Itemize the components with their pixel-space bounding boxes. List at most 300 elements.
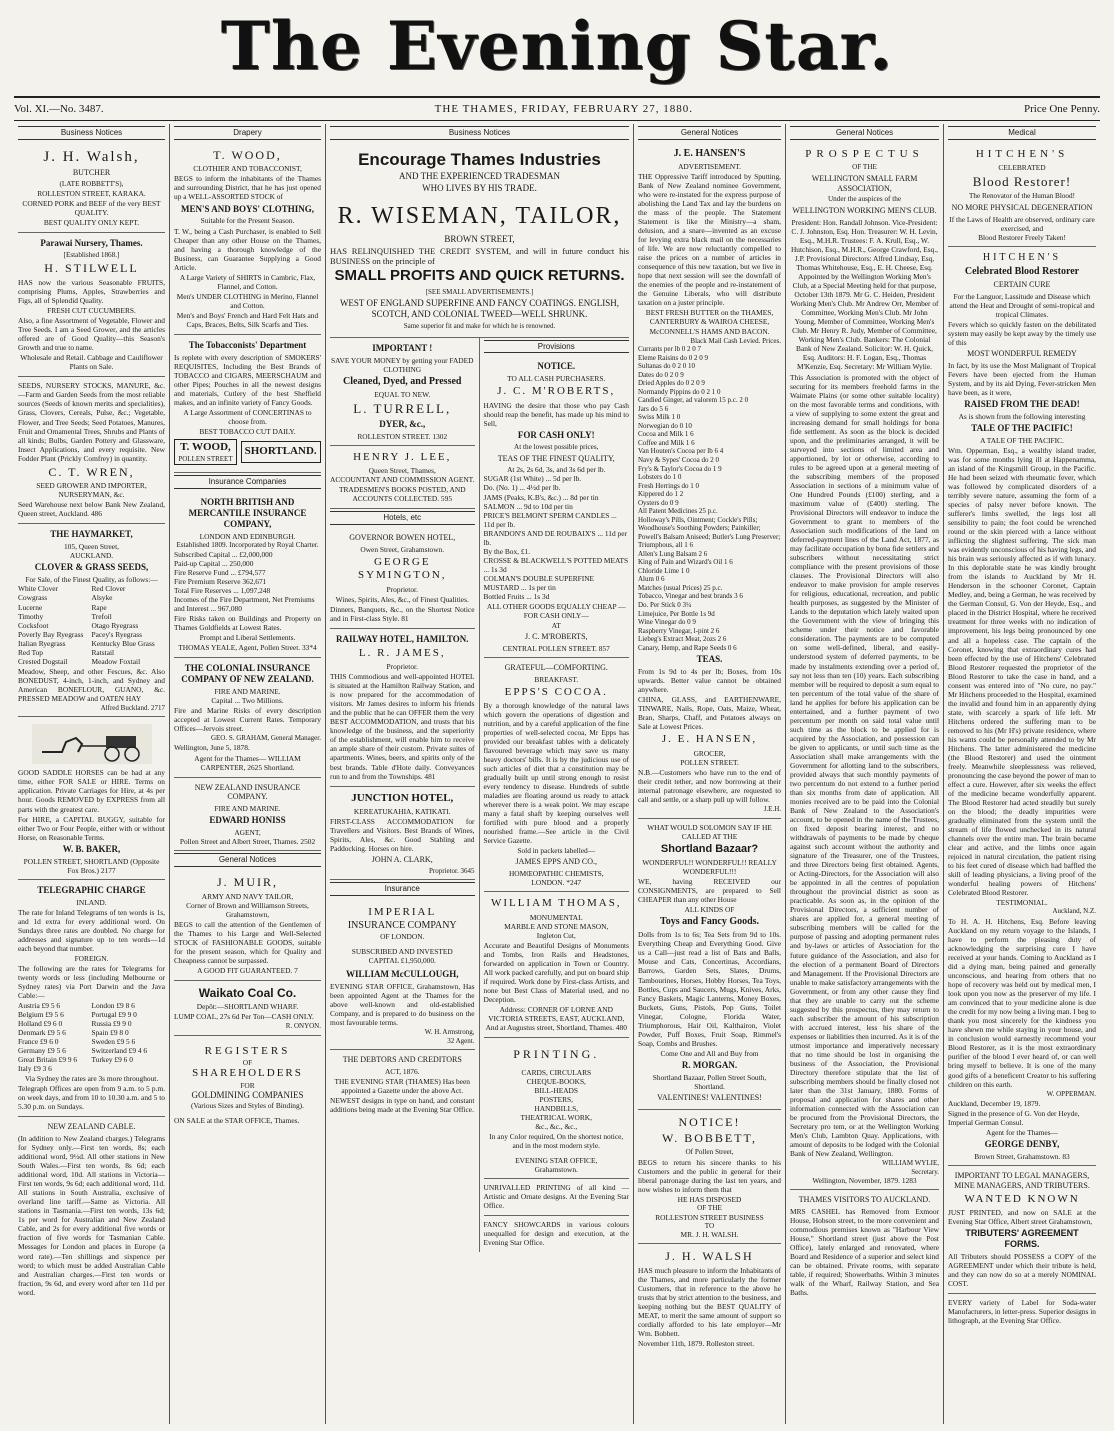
price-row: BRANDON'S AND DE ROUBAIX'S ... 11d per lb.: [483, 528, 627, 547]
ad-heading: TEAS OF THE FINEST QUALITY,: [497, 453, 615, 463]
ad-debtors-act: [330, 1050, 475, 1119]
price-row: Raspberry Vinegar, l-pint 2 6: [638, 626, 720, 635]
price-row: Bottled Fruits ... 1s 3d: [483, 591, 550, 601]
ad-heading: PROSPECTUS: [805, 147, 924, 160]
ad-heading: PRINTING.: [513, 1047, 600, 1062]
ad-text: HAS RELINQUISHED THE CREDIT SYSTEM, and will in future conduct his BUSINESS on the principle of: [330, 245, 629, 267]
place-date: THE THAMES, FRIDAY, FEBRUARY 27, 1880.: [434, 103, 693, 115]
capital-row: Total Fire Reserves ... 1,097,248: [174, 585, 271, 595]
price-row: Allen's Lung Balsam 2 6: [638, 549, 708, 558]
ad-text: ALL KINDS OF: [684, 905, 735, 915]
ad-text: (In addition to New Zealand charges.) Telegrams for Sydney only.—First ten words, 8s; each additional word, 9½d. All other stations in New South Wales.—First ten words, 8s 6d; each additional word, 10d. All stations in Victoria—First ten words, 9s 6d; each additional word, 11d. All stations in South Australia, exclusive of overland line tariff.—Same as Victoria. All stations in Tasmania.—First ten words, 13s 6d; 1s per word for Australian and New Zealand Cable, and 2s for every additional five words or fraction of five words for Tasmanian Cable. Messages for London and places in Europe (a word rate).—Ten shillings and sixpence per word; to which must be added Australian Cable and Australian charges.—First ten words or fraction, 9s 6d, and every word after ten 11d per word.: [18, 1134, 165, 1297]
ad-heading: R. MORGAN.: [681, 1059, 738, 1070]
ad-heading: VALENTINES! VALENTINES!: [657, 1092, 762, 1102]
ad-heading: GEORGE SYMINGTON,: [357, 555, 447, 582]
rate-row: Holland £9 6 0: [18, 1019, 63, 1029]
price-row: Liebeg's Extract Meat, 2ozs 2 6: [638, 635, 727, 644]
ad-text: Proprietor.: [386, 662, 418, 672]
ad-heading: W. BOBBETT,: [661, 1131, 757, 1146]
ad-text: At the lowest possible prices,: [514, 442, 599, 451]
ad-text: [Established 1868.]: [63, 250, 120, 259]
ad-imperial: [330, 899, 475, 1050]
price-row: Matches (usual Prices) 25 p.c.: [638, 583, 723, 592]
ad-heading: RAISED FROM THE DEAD!: [964, 398, 1080, 409]
ad-heading: SHAREHOLDERS: [192, 1067, 303, 1080]
ad-text: BEGS to inform the inhabitants of the Thames and surrounding District, that he has just opened up a WELL-ASSORTED STOCK of: [174, 174, 321, 202]
sign-text: SHORTLAND.: [241, 441, 321, 462]
price-row: CROSSE & BLACKWELL'S POTTED MEATS ... 1s 3d: [483, 555, 629, 574]
ad-heading: TELEGRAPHIC CHARGE: [37, 884, 146, 895]
ad-text: To H. A. H. Hitchens, Esq. Before leaving Auckland on my return voyage to the Islands, I have to perform the pleasing duty of acknowledging the surprising cure I have received at your hands. Coming to Auckland as I did a dying man, being pained and generally unconscious, and hearing from others that no hope of recovery was held out by medical men, I look upon you now as the preserver of my life. I am convinced that to your medicine alone is due the credit for my now being a living man. I beg to thank you most sincerely for the kindness you have shewn me while staying in your house, and in conclusion would earnestly recommend your Blood Restorer, as it is the most extraordinary purifier of the blood I ever heard of, or can well bring myself to believe. It is one of the many good gifts of a beneficent Creator to his suffering children on this earth.: [948, 916, 1096, 1089]
ad-text: BEGS to return his sincere thanks to his Customers and the public in general for their liberal patronage during the last ten years, and now wishes to inform them that: [638, 1157, 781, 1194]
ad-text: HE HAS DISPOSED: [677, 1194, 742, 1204]
ad-railway-hotel: [330, 629, 475, 787]
ad-text: Fire Risks taken on Buildings and Property on Thames Goldfields at Lowest Rates.: [174, 613, 321, 632]
capital-row: Fire Premium Reserve 362,671: [174, 576, 267, 586]
ad-text: Of Pollen Street,: [685, 1147, 734, 1156]
price-row: Chloride Lime 1 0: [638, 566, 690, 575]
ad-heading: INSURANCE COMPANY: [347, 919, 457, 931]
ad-heading: MEN'S AND BOYS' CLOTHING,: [180, 203, 315, 214]
ad-text: Wholesale and Retail. Cabbage and Cauliflower Plants on Sale.: [20, 353, 163, 372]
ad-legal: [948, 1166, 1096, 1294]
capital-row: Fire Reserve Fund ... £794,577: [174, 567, 266, 577]
sign-text: T. WOOD,: [180, 441, 231, 454]
ad-text: UNRIVALLED PRINTING of all kind — Artistic and Ornate designs. At the Evening Star Office.: [483, 1183, 629, 1211]
ad-text: Dolls from 1s to 6s; Tea Sets from 9d to 10s. Everything Cheap and Everything Good. Give us a Call—just read a list of Bats and Balls, Mouse and Cats, Concertinas, Accordians, Barrows, Garden Sets, Slates, Drums, Tambourines, Horses, Hobby Horses, Tea Toys, Bottles, Cups and Saucers, Mugs, Knives, Arks, Fancy Baskets, Magic Lanterns, Money Boxes, Buckets, Guns, Pistols, Pop Guns, Toilet Vinegar, Cologne, Florida Water, Triumphorous, Hair Oil, Kalthairon, Violet Powder, Puff Boxes, Fruit Soap, Rimmel's Soap, Combs and Brushes.: [638, 930, 781, 1048]
ad-text: WHO LIVES BY HIS TRADE.: [422, 183, 537, 194]
ad-text: FIRE AND MARINE.: [214, 686, 281, 696]
rate-row: Great Britain £9 9 6: [18, 1055, 78, 1065]
ad-text: N.B.—Customers who have run to the end of their credit tether, and now borrowing at their internal patronage elsewhere, are requested to call and settle, or a sharp pull up will follow.: [638, 767, 781, 804]
ad-text: AGENT,: [234, 828, 261, 838]
ad-coal: [174, 981, 321, 1036]
column-3: [326, 124, 634, 1424]
ad-text: FIRE AND MARINE.: [214, 804, 281, 814]
ad-heading: WELLINGTON SMALL FARM ASSOCIATION,: [811, 173, 918, 193]
ad-heading: DYER, &c.,: [379, 418, 426, 429]
rate-row: Sweden £9 5 6: [91, 1037, 136, 1047]
ad-text: HAS now the various Seasonable FRUITS, comprising Plums, Apples, Strawberries and Figs, all of Splendid Quality.: [18, 278, 165, 306]
price-row: Oysters do 0 9: [638, 498, 679, 507]
ad-hitchen: [948, 143, 1096, 247]
ad-text: Shortland Bazaar, Pollen Street South, Shortland.: [652, 1072, 767, 1091]
ad-heading: HENRY J. LEE,: [353, 450, 452, 463]
ad-text: Grahamstown.: [534, 1165, 578, 1175]
ad-text: Auckland, December 19, 1879.: [948, 1099, 1041, 1109]
price-row: Canary, Hemp, and Rape Seeds 0 6: [638, 643, 737, 652]
price-row: Sultanas do 0 2 0 10: [638, 362, 695, 371]
capital-row: Paid-up Capital ... 250,000: [174, 558, 254, 568]
rate-row: France £9 6 0: [18, 1037, 59, 1047]
ad-text: LONDON. *247: [531, 878, 582, 888]
seed-item: Crested Dogstail: [18, 656, 68, 666]
ad-heading: Celebrated Blood Restorer: [964, 265, 1080, 277]
ad-text: TO ALL CASH PURCHASERS.: [507, 374, 606, 384]
ad-text: Under the auspices of the: [827, 195, 902, 204]
ad-heading: EPPS'S COCOA.: [504, 685, 608, 698]
price-list: [638, 345, 781, 652]
rate-row: Switzerland £9 4 6: [91, 1046, 148, 1056]
ad-text: Dinners, Banquets, &c., on the Shortest Notice and in First-class Style. 81: [330, 604, 475, 623]
ad-heading: Encourage Thames Industries: [358, 149, 601, 169]
ad-heading: NEW ZEALAND CABLE.: [47, 1122, 136, 1132]
ad-text: BROWN STREET,: [444, 233, 515, 244]
ad-epps: [484, 658, 630, 893]
price-row: SALMON ... 9d to 10d per tin: [483, 501, 573, 511]
ad-text: Agent for the Thames— WILLIAM CARPENTER, 2625 Shortland.: [194, 753, 301, 772]
price-row: Eleme Raisins do 0 2 0 9: [638, 353, 708, 362]
newspaper-title: The Evening Star.: [220, 7, 894, 85]
ad-text: A TALE OF THE PACIFIC.: [980, 435, 1064, 445]
capital-row: Incomes of the Fire Department, Net Premiums and Interest ... 967,080: [174, 594, 315, 613]
ad-text: THE Oppressive Tariff introduced by Sputting, Bank of New Zealand nominee Government, who were re-instated for the express purpose of abolishing the Land Tax and lay the burdens on the mass of the people. The Statement Statement is like the Ministry—a sham, delusion, and a snare—invented as an excuse for levying extra black mail on the necessaries of life. We are now reluctantly compelled to raise the prices on a number of articles in consequence of this new taxation, but we live in hope that next session will see the downfall of the enemies of the people and re-instatement of the Genuine Liberals, who will distribute taxation on a juster principle.: [638, 171, 781, 308]
table-header: Black Mail Cash Levied. Prices.: [690, 336, 781, 345]
price-row: Kippered do 1 2: [638, 490, 684, 499]
seed-item: Italian Ryegrass: [18, 638, 66, 648]
rate-row: Germany £9 5 6: [18, 1046, 66, 1056]
ad-heading: NEW ZEALAND INSURANCE COMPANY.: [194, 782, 301, 802]
price-row: King of Pain and Wizard's Oil 1 6: [638, 558, 733, 567]
ad-heading: C. T. WREN,: [48, 464, 135, 479]
ad-heading: EDWARD HONISS: [209, 815, 286, 826]
ad-heading: IMPORTANT TO LEGAL MANAGERS, MINE MANAGERS, AND TRIBUTERS.: [954, 1171, 1090, 1190]
ad-signature: W. H. Armstrong,: [424, 1027, 475, 1036]
ad-text: Queen Street, Thames,: [368, 466, 436, 476]
ad-unrivalled: [484, 1179, 630, 1216]
ad-heading: Shortland Bazaar?: [660, 842, 759, 855]
ad-signature: Auckland, N.Z.: [1052, 907, 1096, 916]
ad-text: THOMAS YEALE, Agent, Pollen Street. 33*4: [178, 642, 317, 652]
ad-hitchen-2: [948, 247, 1096, 1167]
ad-text: Is replete with every description of SMOKERS' REQUISITES, Including the Best Brands of TOBACCO and CIGARS, MEERSCHAUM and other Pipes; Pouches in all the newest designs and materials, Cutlery of the best Sheffield makes, and an infinite variety of Fancy Goods.: [174, 352, 321, 407]
ad-text: Come One and All and Buy from: [660, 1048, 759, 1058]
ad-text: EVERY variety of Label for Soda-water Manufacturers, in letter-press. Superior designs in lithograph, at the Evening Star Office.: [948, 1298, 1096, 1326]
ad-heading: THE DEBTORS AND CREDITORS: [342, 1055, 462, 1065]
seed-item: Poverly Bay Ryegrass: [18, 629, 84, 639]
ad-text: ALL OTHER GOODS EQUALLY CHEAP —FOR CASH ONLY—: [486, 601, 626, 620]
ad-signature: WILLIAM WYLIE,: [881, 1159, 939, 1168]
ad-text: ROLLESTON STREET. 1302: [357, 431, 448, 441]
section-header: Business Notices: [18, 126, 165, 140]
ad-wood: [174, 143, 321, 335]
ad-text: MRS CASHEL has Removed from Exmoor House, Hobson street, to the more convenient and commodious premises known as "Harbour View House," Shortland street (just above the Post Office), lately enlarged and renovated, where Board and Residence of a superior and select kind can be obtained. Private rooms, with separate table, if required; Showerbaths. Within 3 minutes walk of the Wharf, Railway Station, and Sea Baths.: [790, 1207, 939, 1298]
section-header: Provisions: [484, 340, 630, 354]
ad-signature: Alfred Buckland. 2717: [100, 703, 165, 712]
seed-item: Trefoil: [91, 611, 112, 621]
ad-heading: NOTICE!: [678, 1114, 741, 1129]
price-row: JAMS (Peaks, K.B's, &c.) ... 8d per tin: [483, 492, 599, 502]
rate-row: Turkey £9 6 0: [91, 1055, 133, 1065]
ad-text: Address: CORNER OF LORNE AND VICTORIA STREETS, EAST, AUCKLAND, And at Augustus street, Shortland, Thames. 480: [485, 1005, 627, 1033]
ad-text: Wellington, November, 1879. 1283: [812, 1176, 917, 1186]
ad-text: For HIRE, a CAPITAL BUGGY, suitable for either Two or Four People, either with or without Horse, on Reasonable Terms.: [18, 814, 165, 842]
ad-text: WONDERFUL!! WONDERFUL!! REALLY WONDERFUL!!!: [642, 857, 777, 876]
ad-text: Prompt and Liberal Settlements.: [199, 632, 296, 642]
ad-text: All Tributers should POSSESS a COPY of the AGREEMENT under which their tribute is held, and they can now do so at a merely NOMINAL COST.: [948, 1252, 1096, 1289]
ad-text: If the Laws of Health are observed, ordinary care exercised, and: [949, 214, 1095, 233]
ad-printing: [484, 1038, 630, 1179]
ad-bazaar: [638, 819, 781, 1110]
ad-text: As is shown from the following interesting: [958, 411, 1086, 421]
ad-heading: NOTICE.: [537, 361, 576, 372]
ad-text: Owen Street, Grahamstown.: [360, 544, 445, 554]
ad-signature: R. ONYON.: [285, 1022, 321, 1031]
ad-text: BEST QUALITY ONLY KEPT.: [43, 217, 140, 227]
price-row: Norwegian do 0 10: [638, 421, 692, 430]
ad-bowen-hotel: [330, 528, 475, 629]
ad-signature: J.E.H.: [763, 804, 781, 813]
ad-text: For the Languor, Lassitude and Disease which attend the Heat and Drought of semi-tropical and tropical Climates.: [949, 291, 1095, 319]
ad-text: In fact, by its use the Most Malignant of Tropical Fevers have been ejected from the Human System, and by its aid Dying, Fever-stricken Men have been, as it were,: [948, 360, 1096, 397]
ad-text: THE EVENING STAR (THAMES) Has been appointed a Gazette under the above Act.: [334, 1076, 470, 1095]
ad-text: ROLLESTON STREET, KARAKA.: [37, 188, 146, 198]
ad-heading: HITCHEN'S: [982, 251, 1062, 263]
ad-heading: Waikato Coal Co.: [198, 985, 297, 1000]
ad-heading: MOST WONDERFUL REMEDY: [967, 348, 1077, 358]
ad-heading: RAILWAY HOTEL, HAMILTON.: [335, 633, 469, 644]
dateline: [14, 96, 1100, 121]
ad-mroberts: [484, 356, 630, 657]
shop-sign: [174, 439, 321, 465]
ad-text: HOMŒOPATHIC CHEMISTS,: [508, 869, 604, 879]
ad-text: Agent for the Thames—: [986, 1128, 1058, 1138]
ad-text: Seed Warehouse next below Bank New Zealand, Queen street, Auckland. 486: [18, 500, 165, 519]
seed-item: Ratstail: [91, 647, 115, 657]
ad-text: ADVERTISEMENT.: [678, 161, 741, 171]
ad-heading: SMALL PROFITS AND QUICK RETURNS.: [334, 267, 625, 285]
price-row: Limejuice, Per Bottle 1s 9d: [638, 609, 715, 618]
rate-row: Russia £9 9 0: [91, 1019, 132, 1029]
ad-text: SAVE YOUR MONEY by getting your FADED CLOTHING: [331, 355, 474, 374]
ad-junction-hotel: [330, 787, 475, 881]
ad-heading: TRIBUTERS' AGREEMENT FORMS.: [965, 1228, 1079, 1250]
seed-item: White Clover: [18, 584, 59, 594]
ad-text: The rate for Inland Telegrams of ten words is 1s, and 1d extra for every additional word. On Sundays three rates are doubled. No charge for addresses and signature up to ten words—1d each beyond that number.: [18, 907, 165, 953]
ad-heading: J. C. M'ROBERTS,: [497, 385, 616, 398]
ad-text: TO: [704, 1221, 715, 1230]
price-row: Currants per lb 0 2 0 7: [638, 345, 701, 354]
ad-heading: J. MUIR,: [216, 874, 278, 889]
price-row: Dried Apples do 0 2 0 9: [638, 379, 705, 388]
ad-showcards: [484, 1216, 630, 1252]
ad-text: FANCY SHOWCARDS in various colours unequalled for design and execution, at the Evening Star Office.: [483, 1220, 629, 1248]
seed-item: Kentucky Blue Grass: [91, 638, 155, 648]
ad-text: MONUMENTAL: [529, 912, 583, 922]
ad-text: OF THE: [852, 163, 877, 172]
printing-item: BILL-HEADS: [534, 1085, 579, 1095]
ad-text: MARBLE AND STONE MASON,: [504, 921, 609, 931]
ad-heading: J. C. M'ROBERTS,: [524, 631, 588, 641]
ad-wiseman: [330, 143, 629, 338]
column-3-split: [330, 338, 629, 1253]
ad-text: ON SALE at the STAR OFFICE, Thames.: [174, 1115, 300, 1125]
ad-heading: WELLINGTON WORKING MEN'S CLUB.: [792, 206, 937, 216]
seed-item: Lucerne: [18, 602, 43, 612]
ad-heading: REGISTERS: [204, 1045, 291, 1057]
ad-text: AT: [551, 620, 561, 630]
ad-text: WEST OF ENGLAND SUPERFINE AND FANCY COATINGS. ENGLISH, SCOTCH, AND COLONIAL TWEED—WELL SHRUNK.: [339, 298, 620, 320]
ad-text: Fevers which so quickly fasten on the debilitated system may easily be kept away by the timely use of this: [948, 319, 1096, 347]
ad-text: Men's UNDER CLOTHING in Merino, Flannel and Cotton.: [176, 291, 319, 310]
seed-item: Meadow Foxtail: [91, 656, 141, 666]
ad-heading: TALE OF THE PACIFIC!: [971, 422, 1073, 433]
ad-text: ARMY AND NAVY TAILOR,: [201, 891, 294, 901]
ad-text: Men's and Boys' French and Hard Felt Hats and Caps, Braces, Belts, Silk Scarfs and Ties.: [176, 310, 319, 329]
ad-text: Depôt:—SHORTLAND WHARF.: [196, 1002, 299, 1012]
ad-text: ROLLESTON STREET BUSINESS: [655, 1212, 764, 1222]
ad-text: TESTIMONIAL.: [996, 898, 1048, 908]
ad-heading: J. E. HANSEN'S: [673, 147, 746, 159]
ad-text: The following are the rates for Telegrams for twenty words or less (including Melbourne or Sydney rates) via Port Darwin and the Java Cable:—: [18, 963, 165, 1000]
seed-item: Rape: [91, 602, 107, 612]
ad-heading: L. R. JAMES,: [358, 646, 446, 659]
ad-text: A Large Variety of SHIRTS in Cambric, Flax, Flannel, and Cotton.: [179, 272, 316, 291]
ad-text: Sold in packets labelled—: [517, 846, 596, 856]
ad-baker: [18, 717, 165, 879]
price-row: Jars do 5 6: [638, 404, 669, 413]
column-3-left: [330, 338, 480, 1253]
rate-row: Belgium £9 5 6: [18, 1010, 64, 1020]
ad-text: FIRST-CLASS ACCOMMODATION for Travellers and Visitors. Best Brands of Wines, Spirits, Ales, &c. Good Stabling and Paddocking. Horses on hire.: [330, 817, 475, 854]
ad-text: Same superior fit and make for which he is renowned.: [403, 322, 556, 331]
capital-table: [174, 550, 321, 613]
ad-heading: THE HAYMARKET,: [50, 529, 133, 540]
column-1: [14, 124, 170, 1424]
ad-heading: The Tobacconists' Department: [188, 339, 307, 350]
ad-text: EQUAL TO NEW.: [374, 389, 431, 399]
seed-item: Cowgrass: [18, 593, 48, 603]
ad-nursery: [18, 233, 165, 378]
price-row: Holloway's Pills, Ointment; Cockle's Pills; Woodhouse's Soothing Powders; Painkiller; Powell's Balsam Aniseed; Butler's Lung Preserver; Triumphous, all 1 6: [638, 515, 781, 550]
ad-heading: R. WISEMAN, TAILOR,: [337, 203, 622, 230]
price-row: Cocoa and Milk 1 6: [638, 430, 694, 439]
ad-heading: GRATEFUL—COMFORTING.: [504, 662, 608, 672]
ad-muir: [174, 870, 321, 981]
ad-text: Corner of Brown and Williamson Streets, Grahamstown,: [186, 900, 309, 919]
ad-text: ACCOUNTANT AND COMMISSION AGENT.: [330, 475, 475, 485]
ad-text: LUMP COAL, 27s 6d Per Ton—CASH ONLY.: [174, 1012, 314, 1022]
ad-text: At 2s, 2s 6d, 3s, and 3s 6d per lb.: [507, 465, 606, 475]
printing-list: [484, 1068, 630, 1131]
seed-item: Timothy: [18, 611, 44, 621]
price-row: Fry's & Taylor's Cocoa do 1 9: [638, 464, 722, 473]
section-header: Hotels, etc: [330, 511, 475, 525]
ad-text: EVENING STAR OFFICE,: [515, 1156, 598, 1166]
ad-visitors: [790, 1190, 939, 1302]
ad-text: FOR: [240, 1080, 255, 1090]
printing-item: POSTERS,: [539, 1094, 573, 1104]
columns: [14, 124, 1100, 1424]
ad-heading: THAMES VISITORS TO AUCKLAND.: [798, 1195, 931, 1205]
ad-text: TRADESMEN'S BOOKS POSTED, AND ACCOUNTS COLLECTED. 595: [338, 485, 466, 504]
ad-heading: W. B. BAKER,: [62, 843, 121, 854]
ad-text: For Sale, of the Finest Quality, as follows:—: [25, 575, 158, 585]
ad-text: CAPITAL £1,950,000.: [368, 955, 436, 965]
ad-telegraph: [18, 880, 165, 1118]
ad-heading: THE COLONIAL INSURANCE COMPANY OF NEW ZEALAND.: [181, 662, 314, 684]
ad-haymarket: [18, 524, 165, 717]
capital-row: Subscribed Capital ... £2,000,000: [174, 549, 273, 559]
ad-text: JUST PRINTED, and now on SALE at the Evening Star Office, Albert street Grahamstown,: [948, 1208, 1096, 1227]
section-header: General Notices: [174, 853, 321, 867]
price-row: By the Box, £1.: [483, 546, 531, 556]
rate-row: Austria £9 5 6: [18, 1000, 61, 1010]
ad-text: GROCER,: [693, 748, 726, 758]
ad-text: Accurate and Beautiful Designs of Monuments and Tombs, Iron Rails and Headstones, forwarded on application in Town or Country. All work packed carefully, and put on board ship if required. Work done by First-class Artists, and none but Best Class of Material used, and no Deception.: [483, 940, 629, 1004]
column-5: [786, 124, 944, 1424]
ad-heading: GOVERNOR BOWEN HOTEL,: [349, 533, 456, 543]
ad-text: Wines, Spirits, Ales, &c., of Finest Qualities.: [335, 594, 469, 604]
ad-tobacco: [174, 335, 321, 473]
printing-item: CHEQUE-BOOKS,: [526, 1076, 586, 1086]
ad-text: AND THE EXPERIENCED TRADESMAN: [399, 171, 560, 182]
ad-heading: J. H. WALSH: [665, 1249, 754, 1264]
ad-text: Proprietor.: [386, 584, 418, 594]
ad-heading: Toys and Fancy Goods.: [659, 916, 760, 928]
ad-text: OF: [242, 1058, 253, 1068]
ad-text: Pollen Street and Albert Street, Thames. 2502: [179, 837, 316, 847]
ad-text: BEST FRESH BUTTER on the THAMES, CANTERBURY & WAIROA CHEESE, McCONNELL'S HAMS AND BACON.: [645, 308, 774, 336]
printing-item: HANDBILLS,: [534, 1103, 579, 1113]
printing-item: CARDS, CIRCULARS: [521, 1067, 592, 1077]
ad-text: President: Hon. Randall Johnson. Vice-President: C. J. Johnston, Esq. Hon. Treasurer: W. H. Levin, Esq., M.H.R. Trustees: F. A. Krull, Esq., W. Hutchison, Esq., M.H.R., George Crawford, Esq., J.P. Provisional Directors: Alfred Lindsay, Esq, Thomas Whitehouse, Esq., E. H. Cheese, Esq. Appointed by the Wellington Working Men's Club, at a Special Meeting held for that purpose, October 13th 1879. Mr G. C. Heiden, President Working Men's Club. Mr Andrew Orr, Member of Committee, Working Men's Club. Mr John Young, Member of Committee, Working Men's Club. Mr Henry R. Judy, Member of Committee, Working Men's Club. Bankers: The Colonial Bank of New Zealand. Solicitor: W. H. Quick, Esq. Auditors: H. F. Logan, Esq., Thomas M'Kenzie, Esq. Secretary: Mr William Wylie.: [790, 217, 939, 372]
ad-heading: JOHN A. CLARK,: [371, 855, 433, 865]
ad-text: AUCKLAND.: [69, 551, 114, 561]
ad-text: (LATE ROBBETT'S),: [59, 179, 124, 188]
rate-row: Denmark £9 5 6: [18, 1028, 66, 1038]
price: Price One Penny.: [1024, 103, 1100, 115]
ad-heading: TEAS.: [696, 654, 723, 665]
ad-thomas: [484, 892, 630, 1038]
ad-text: SEED GROWER AND IMPORTER, NURSERYMAN, &c.: [36, 481, 147, 500]
ad-registers: [174, 1036, 321, 1130]
ad-signature: Proprietor. 3645: [429, 866, 475, 875]
price-row: Swiss Milk 1 0: [638, 413, 681, 422]
ad-text: Wm. Opperman, Esq., a wealthy island trader, was for some months lying ill at Happenamma, an island of the Kingsmill Group, in the Pacific. He had been seized with rheumatic fever, which was followed by complicated disorders of a terribly severe nature, assuming the form of a species of palsy never before known. The sufferer's limbs swelled, the legs lost all sensibility to pain; the foot could be wrenched round or the skin pierced with a lance without inflicting the slightest suffering. The sick man was evidently unconscious of his having legs, and his brain was seriously affected as if with lunacy. In this deplorable state he was kindly brought from the islands to Auckland by Mr H. Henderson in the schooner Coronet, Captain Medley, and, being a German, he was received by the German Consul, G. Von der Heyde, Esq., and placed in the District Hospital, where he received treatment for three weeks with no indication of improvement, his legs being pronounced by one and all a hopeless case. The captain of the Coronet, knowing that extraordinary cures had been effected by the use of Hitchens' Celebrated Blood Restorer requested the proprietor of the Blood Restorer to take the case in hand, and a consent was entered into of "No cure, no pay." Mr Hitchens proceeded to the Hospital, examined the invalid and found him in an apparently dying state, with scarcely a spark of life left. Mr Hitchens ordered the suffering man to be removed to his (Mr H's) private residence, where his wants could be personally attended to by Mr Hitchens. The latter administered the medicine (the Blood Restorer) and used the ointment freely. Meanwhile sleeplessness was relieved, pronouncing the case beyond the power of man to effect a cure. However, after six weeks the effect of the medicine became wonderfully apparent. The Blood Restorer had acted steadily but surely on the blood; the deadly impurities were gradually eliminated from the system until the stream of life flowed unchecked in its natural channels over the entire man. The brain became clear and active, and the limbs once again rejoiced in natural circulation, the patient rising to his feet cured of disease which had baffled the skill of leading physicians, a living proof of the wonderful healing powers of Hitchens' Celebrated Blood Restorer.: [948, 445, 1096, 898]
sign-text: POLLEN STREET: [178, 454, 233, 463]
ad-text: November 11th, 1879. Rolleston street.: [638, 1339, 755, 1349]
ad-text: A Large Assortment of CONCERTINAS to choose from.: [183, 408, 312, 427]
ad-text: Also, a fine Assortment of Vegetable, Flower and Tree Seeds. I am a Seed Grower, and the articles offered are of Good Quality—this Season's Growth and true to name.: [18, 316, 165, 353]
ad-text: NEWEST designs in type on hand, and constant additions being made at the Evening Star Office.: [330, 1095, 475, 1114]
ad-heading: WANTED KNOWN: [964, 1192, 1080, 1205]
ad-text: 105, Queen Street,: [63, 542, 119, 552]
printing-item: &c., &c., &c.,: [535, 1121, 578, 1131]
seed-item: Alsyke: [91, 593, 113, 603]
ad-walsh: [18, 143, 165, 233]
ad-text: In any Color required, On the shortest notice, and in the most modern style.: [489, 1131, 624, 1150]
ad-text: Meadow, Sheep, and other Fescues, &c. Also BONEDUST, 4-inch, 1-inch, and Sydney and American BONEFLOUR, GUANO, &c. PRESSED MEADOW and OATEN HAY: [18, 666, 165, 703]
rate-row: London £9 8 6: [91, 1000, 135, 1010]
rate-table: [18, 1001, 165, 1073]
ad-heading: IMPERIAL: [368, 906, 437, 919]
price-row: SUGAR (1st White) ... 5d per lb.: [483, 474, 582, 484]
ad-text: Established 1809. Incorporated by Royal Charter.: [176, 540, 319, 549]
ad-text: Via Sydney the rates are 3s more throughout.: [24, 1074, 159, 1084]
ad-text: This Association is promoted with the object of securing for its members freehold farms in the Waimate Plains (or some other suitable locality) on the most favorable terms and conditions, with a view of supplying to some extent the great and increasing demand for small holdings for bona fide settlement. As soon as the block is decided upon, and the preliminaries arranged, it will be surveyed into sections of limited area and apportioned, by lot or otherwise, according to rules to be agreed upon at a general meeting of the subscribing members of the proposed Association in sections of a minimum value of One Hundred Pounds (£100) sterling, and a maximum value of (£400) sterling. The Provisional Directors will endeavor to induce the Government to grant to members of the Association such modifications of the land on deferred-payment lines of the Land Act, 1877, as may facilitate occupation by bona fide settlers and subscribers without necessitating strict compliance with the present provisions of those clauses. The Provisional Directors will also endeavor to make provision for ample reserves for religious, educational, recreation, and public health purposes, as suggested by the Minister of Lands to the deputation which lately waited upon the Government with the view of bringing this scheme under their notice and favorable consideration. The payments are to be computed on some well-defined, liberal, and easily-understood system of deferred payments, to be made by instalments extending over a period of, say not less than ten (10) years. Each subscribing member will be required to deposit a sum equal to ten percentum of the total value of the share of land he applies for before his application can be entertained, and a further payment of two percentum per month on said total value until such time as the block to be applied for is acquired by the Association, and possession can be given to applicants, or until such time as the Association shall make arrangements with the Government for allotting land to the subscribers, provided always that such monthly payments of two percentum do not extend to a further period than six months from date of application. All monies received are to be paid into the Colonial Bank of New Zealand to the Association's account, to be opened in the name of the Trustees, on fixed deposit bearing interest, and no withdrawals of payments to be made by cheque against such account without the authority and signature of the Treasurer, one of the Trustees, and three Directors being first obtained. Agents, or Acting-Directors, for the Association will also be appointed in all the centres of population throughout the provincial district as soon as practicable. As soon as, in the opinion of the Provisional Directors, a sufficient number of shares are applied for, a general meeting of subscribing members will be called for the purpose of passing and adopting permanent rules and by-laws or articles of Association for the future guidance of the Association, and also for the election of a permanent Board of Directors and Management. If the Provisional Directors are unable to make satisfactory arrangements with the Government, or from any other cause they find that they are unable to carry out the scheme suggested by this prospectus, they may return to each subscriber the amount of his subscription with accrued interest, less his share of the expenses or liabilities then incurred. As it is of the utmost importance and imperatively necessary that no time should be lost in organising the business of the Association, the Provisional Directory therefore stipulate that the list of subscribing members should be finally closed not later than the 31st January, 1880. Forms of proposal and application for shares and other information connected with the Association can be procured from the Provisional Directors, the Secretary pro tem, or at the Wellington Working Men's Club, Lambton Quay. Applications, with amount of deposits to be lodged with the Colonial Bank of New Zealand, Wellington.: [790, 372, 939, 1159]
ad-heading: WILLIAM McCULLOUGH,: [346, 968, 459, 979]
horse-carriage-illustration: [32, 724, 152, 764]
price-row: Do. Per Stick 0 3¼: [638, 601, 692, 609]
ad-text: CLOTHIER AND TOBACCONIST,: [193, 164, 302, 174]
ad-text: GOLDMINING COMPANIES: [191, 1089, 304, 1100]
ad-heading: JUNCTION HOTEL,: [351, 791, 454, 804]
column-3-right: [480, 338, 630, 1253]
ad-heading: T. WOOD,: [213, 147, 282, 162]
seed-item: Cocksfoot: [18, 620, 49, 630]
ad-colonial: [174, 658, 321, 778]
